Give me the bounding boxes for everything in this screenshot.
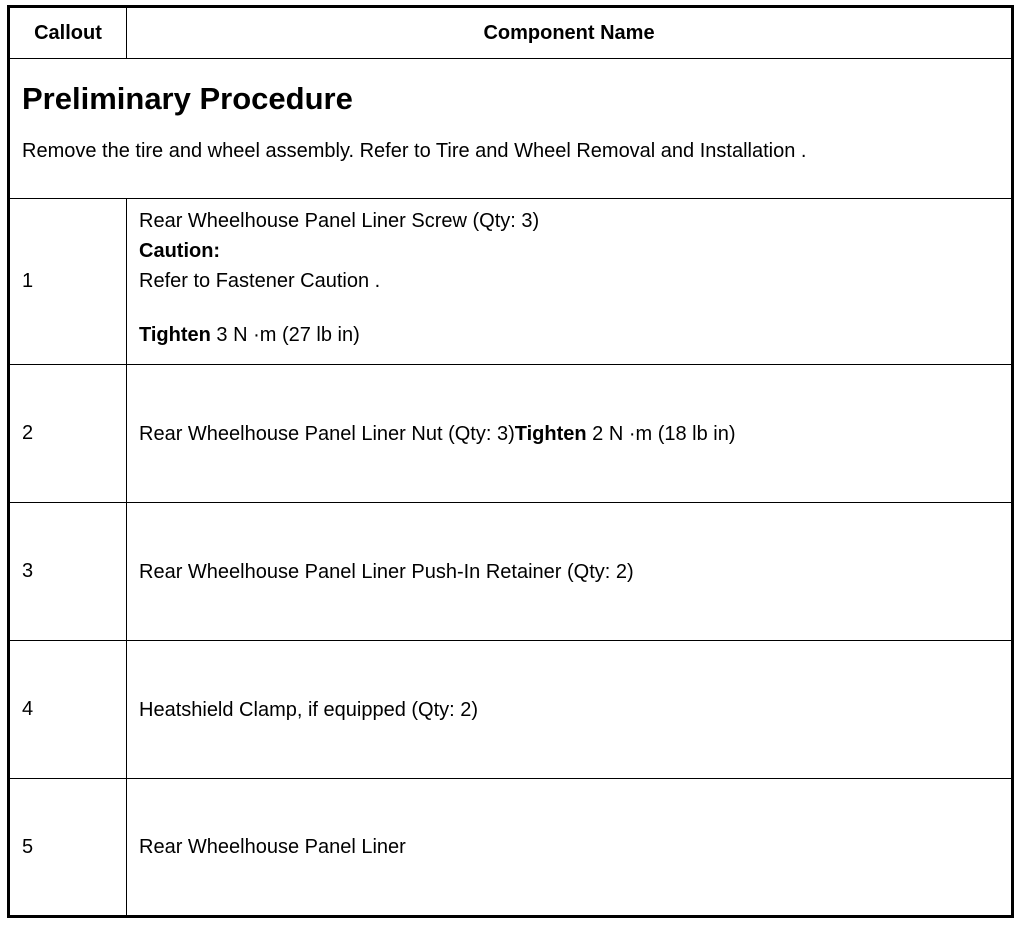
callout-number: 2 — [9, 365, 127, 503]
component-name-cell — [127, 365, 1013, 503]
table-row — [9, 199, 1013, 365]
preliminary-row — [9, 59, 1013, 199]
preliminary-cell — [9, 59, 1013, 199]
tighten-line — [139, 320, 1011, 350]
preliminary-title: Preliminary Procedure — [22, 81, 353, 116]
header-callout: Callout — [9, 7, 127, 59]
table-row — [9, 503, 1013, 641]
table-row — [9, 779, 1013, 917]
spacer — [139, 296, 1011, 320]
component-name: Heatshield Clamp, if equipped (Qty: 2) — [127, 641, 1013, 779]
caution-label: Caution: — [139, 240, 221, 262]
component-table — [7, 5, 1014, 918]
component-name: Rear Wheelhouse Panel Liner — [127, 779, 1013, 917]
tighten-label: Tighten — [514, 422, 587, 445]
tighten-value: 3 N ·m (27 lb in) — [210, 324, 360, 346]
callout-number: 3 — [9, 503, 127, 641]
preliminary-text: Remove the tire and wheel assembly. Refer to Tire and Wheel Removal and Installation . — [22, 140, 807, 162]
table-header-row — [9, 7, 1013, 59]
caution-text: Refer to Fastener Caution . — [139, 270, 381, 292]
callout-number: 4 — [9, 641, 127, 779]
tighten-value: 2 N ·m (18 lb in) — [586, 422, 736, 445]
component-name-cell — [127, 199, 1013, 365]
tighten-label: Tighten — [139, 324, 211, 346]
component-name: Rear Wheelhouse Panel Liner Screw (Qty: 3) — [139, 210, 540, 232]
callout-number: 5 — [9, 779, 127, 917]
component-name: Rear Wheelhouse Panel Liner Push-In Retainer (Qty: 2) — [127, 503, 1013, 641]
table-row — [9, 365, 1013, 503]
component-name: Rear Wheelhouse Panel Liner Nut (Qty: 3) — [139, 422, 515, 445]
header-component-name: Component Name — [127, 7, 1013, 59]
callout-number: 1 — [9, 199, 127, 365]
table-row — [9, 641, 1013, 779]
